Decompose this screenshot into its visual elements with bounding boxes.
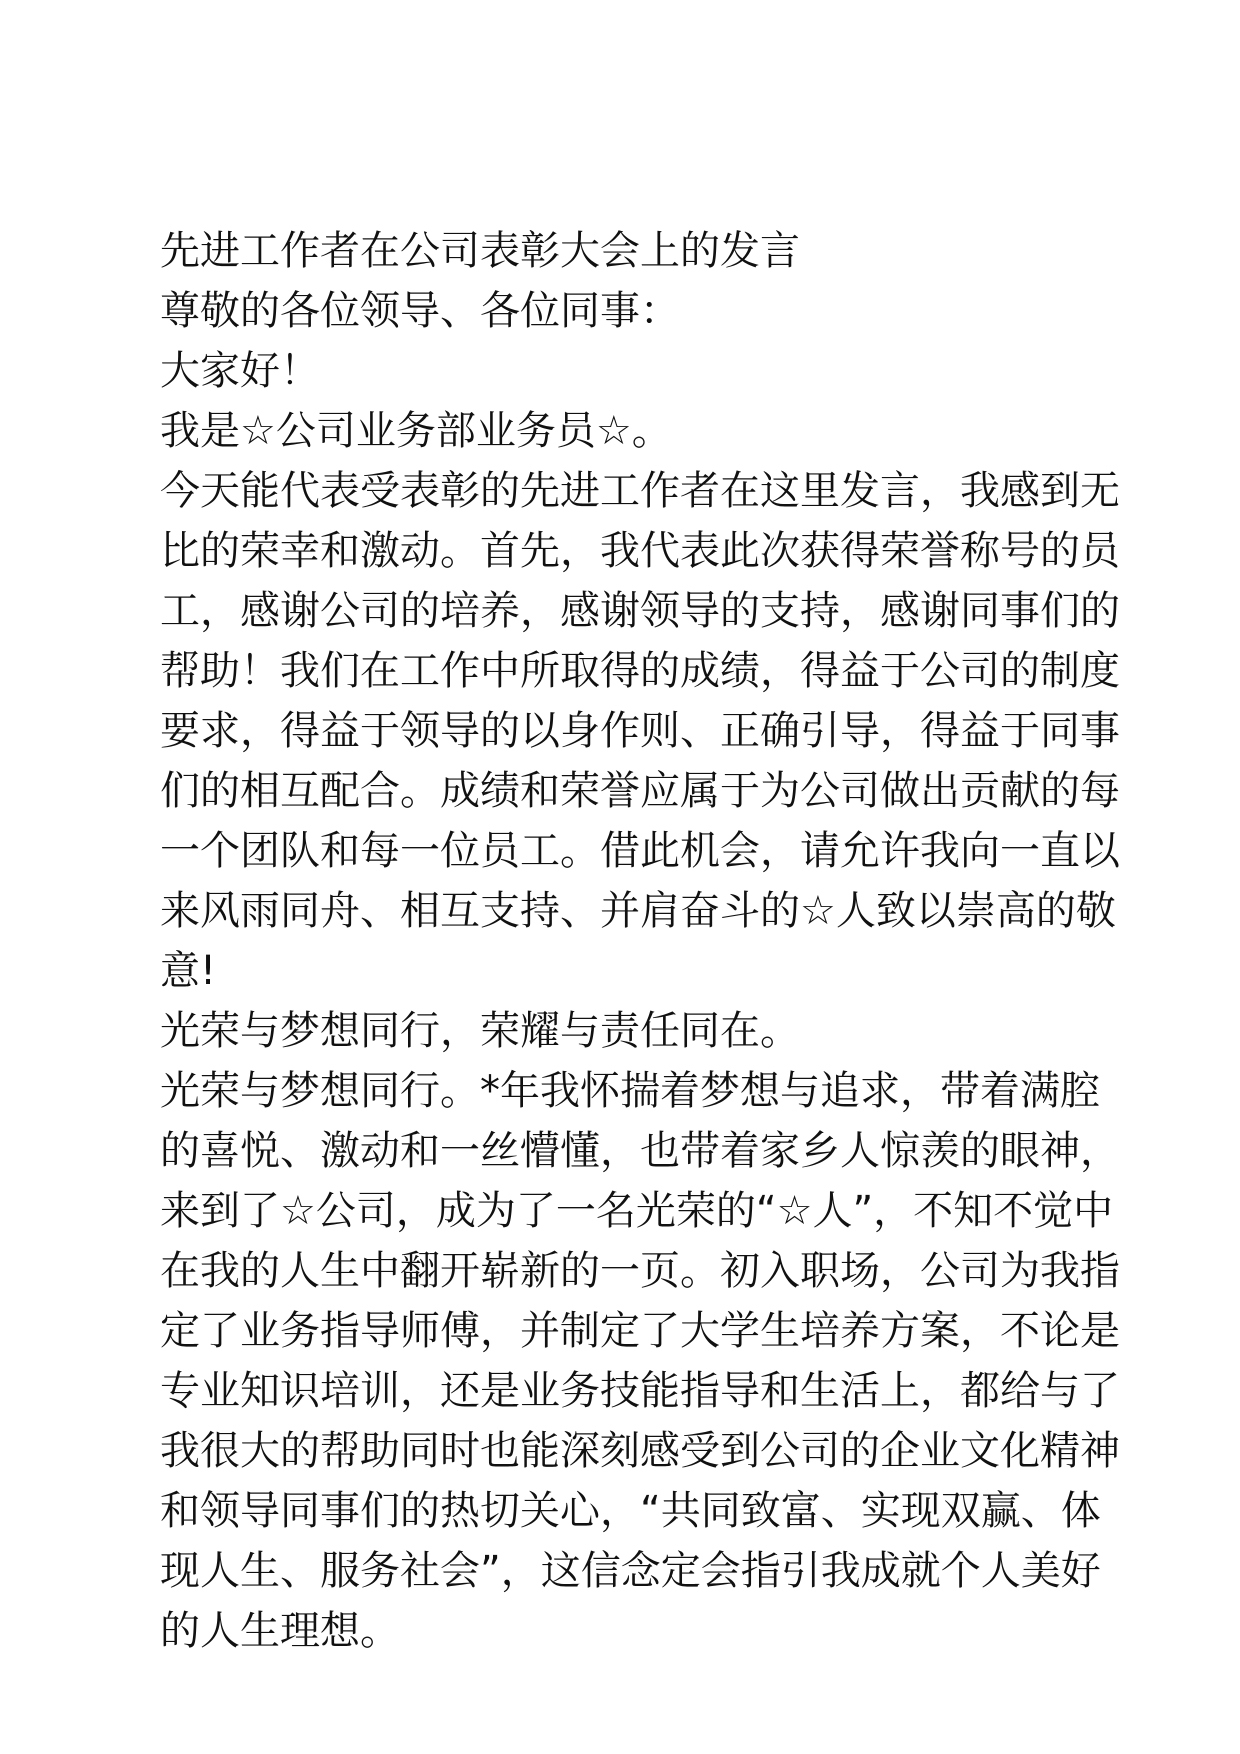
document-body bbox=[160, 221, 1120, 1661]
document-title: 先进工作者在公司表彰大会上的发言 bbox=[160, 228, 800, 274]
salutation: 尊敬的各位领导、各位同事： bbox=[160, 288, 680, 334]
paragraph: 今天能代表受表彰的先进工作者在这里发言，我感到无比的荣幸和激动。首先，我代表此次获得荣誉称号的员工，感谢公司的培养，感谢领导的支持，感谢同事们的帮助！我们在工作中所取得的成绩，得益于公司的制度要求，得益于领导的以身作则、正确引导，得益于同事们的相互配合。成绩和荣誉应属于为公司做出贡献的每一个团队和每一位员工。借此机会，请允许我向一直以来风雨同舟、相互支持、并肩奋斗的☆人致以崇高的敬意! bbox=[160, 468, 1120, 994]
greeting: 大家好！ bbox=[160, 348, 320, 394]
paragraph: 光荣与梦想同行，荣耀与责任同在。 bbox=[160, 1008, 800, 1054]
paragraph: 光荣与梦想同行。*年我怀揣着梦想与追求，带着满腔的喜悦、激动和一丝懵懂，也带着家乡人惊羡的眼神，来到了☆公司，成为了一名光荣的“☆人”，不知不觉中在我的人生中翻开崭新的一页。初入职场，公司为我指定了业务指导师傅，并制定了大学生培养方案，不论是专业知识培训，还是业务技能指导和生活上，都给与了我很大的帮助同时也能深刻感受到公司的企业文化精神和领导同事们的热切关心，“共同致富、实现双赢、体现人生、服务社会”，这信念定会指引我成就个人美好的人生理想。 bbox=[160, 1068, 1120, 1654]
intro-line: 我是☆公司业务部业务员☆。 bbox=[160, 408, 672, 454]
